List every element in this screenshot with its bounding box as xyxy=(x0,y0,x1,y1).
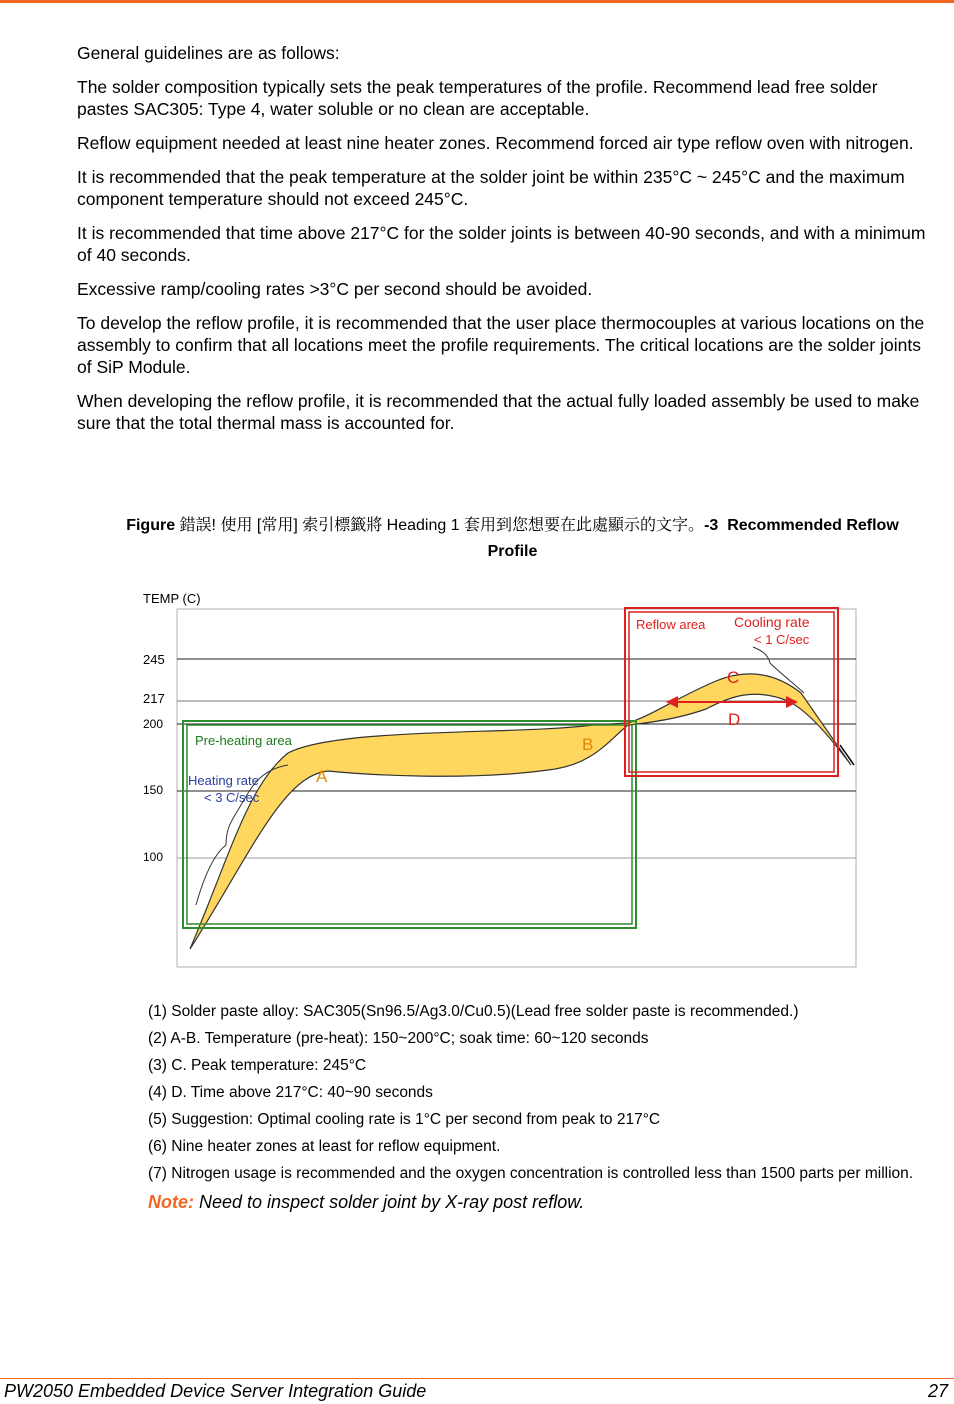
header-rule xyxy=(0,0,954,3)
tick-label-100: 100 xyxy=(143,850,164,864)
figure-caption xyxy=(100,513,925,565)
tick-label-217: 217 xyxy=(143,691,165,706)
cooling-rate-label: Cooling rate xyxy=(734,614,810,630)
paragraph: When developing the reflow profile, it is recommended that the actual fully loaded assembly be used to make sure that the total thermal mass is accounted for. xyxy=(77,391,920,433)
paragraph: It is recommended that the peak temperature at the solder joint be within 235°C ~ 245°C and the maximum component temperature should not exceed 245°C. xyxy=(77,167,905,209)
footer-rule xyxy=(0,1378,954,1379)
heating-rate-label: Heating rate xyxy=(188,773,259,788)
caption-title: Recommended Reflow Profile xyxy=(487,517,899,560)
notes-list xyxy=(148,1003,928,1213)
tick-label-245: 245 xyxy=(143,652,165,667)
cooling-rate-value: < 1 C/sec xyxy=(754,632,810,647)
note-label: Note: xyxy=(148,1192,194,1212)
footer-title: PW2050 Embedded Device Server Integration Guide xyxy=(4,1381,427,1401)
note-item: (7) Nitrogen usage is recommended and the oxygen concentration is controlled less than 1500 parts per million. xyxy=(148,1165,914,1182)
paragraph: To develop the reflow profile, it is recommended that the user place thermocouples at various locations on the assembly to confirm that all locations meet the profile requirements. The critical locations are the solder joints of SiP Module. xyxy=(77,313,925,377)
y-axis-title: TEMP (C) xyxy=(143,591,201,606)
point-d-label: D xyxy=(728,710,741,729)
page-number: 27 xyxy=(927,1381,948,1401)
caption-number: -3 xyxy=(704,517,719,534)
paragraph: The solder composition typically sets the peak temperatures of the profile. Recommend lead free solder pastes SAC305: Type 4, water soluble or no clean are acceptable. xyxy=(77,77,878,119)
paragraph: Reflow equipment needed at least nine heater zones. Recommend forced air type reflow oven with nitrogen. xyxy=(77,133,914,153)
note-item: (2) A-B. Temperature (pre-heat): 150~200°C; soak time: 60~120 seconds xyxy=(148,1030,649,1047)
paragraph: General guidelines are as follows: xyxy=(77,43,340,63)
caption-error-text: 錯誤! 使用 [常用] 索引標籤將 Heading 1 套用到您想要在此處顯示的文字。 xyxy=(179,517,705,534)
paragraph: It is recommended that time above 217°C for the solder joints is between 40-90 seconds, and with a minimum of 40 seconds. xyxy=(77,223,926,265)
note-item: (3) C. Peak temperature: 245°C xyxy=(148,1057,367,1074)
point-b-label: B xyxy=(582,735,594,754)
tick-label-150: 150 xyxy=(143,783,164,797)
tick-label-200: 200 xyxy=(143,717,164,731)
reflow-profile-chart xyxy=(138,585,863,975)
note-item: (5) Suggestion: Optimal cooling rate is 1°C per second from peak to 217°C xyxy=(148,1111,661,1128)
note-item: (4) D. Time above 217°C: 40~90 seconds xyxy=(148,1084,433,1101)
point-a-label: A xyxy=(316,767,328,786)
paragraph: Excessive ramp/cooling rates >3°C per second should be avoided. xyxy=(77,279,593,299)
xray-note xyxy=(148,1192,928,1213)
reflow-label: Reflow area xyxy=(636,617,706,632)
preheat-label: Pre-heating area xyxy=(195,733,292,748)
body-text xyxy=(77,42,932,446)
caption-prefix: Figure xyxy=(126,517,176,534)
note-text: Need to inspect solder joint by X-ray post reflow. xyxy=(199,1192,585,1212)
note-item: (6) Nine heater zones at least for reflow equipment. xyxy=(148,1138,501,1155)
note-item: (1) Solder paste alloy: SAC305(Sn96.5/Ag3.0/Cu0.5)(Lead free solder paste is recommended.) xyxy=(148,1003,799,1020)
point-c-label: C xyxy=(727,668,740,687)
heating-rate-value: < 3 C/sec xyxy=(204,790,260,805)
